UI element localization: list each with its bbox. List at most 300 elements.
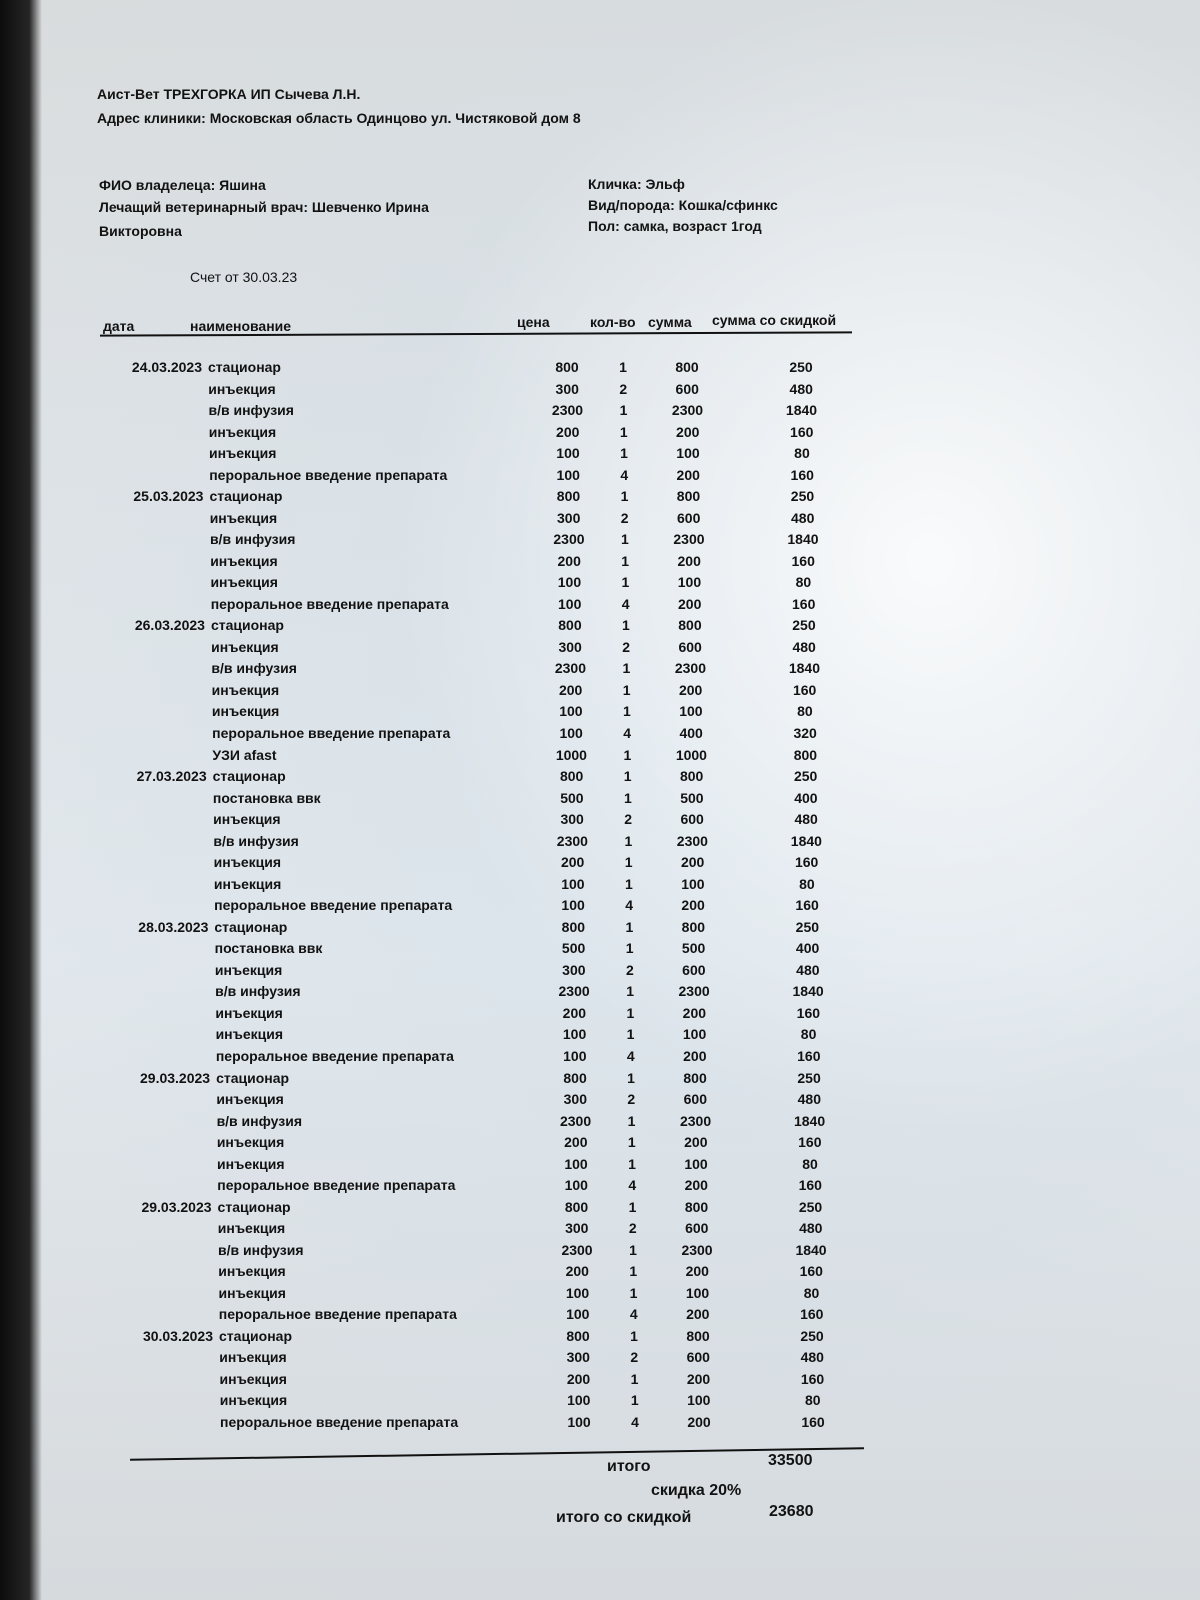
- table-row: [122, 876, 882, 897]
- row-price: 100: [565, 1284, 590, 1301]
- col-header-name: наименование: [190, 318, 292, 334]
- row-service-name: стационар: [216, 1069, 290, 1086]
- row-discount-sum: 250: [800, 1327, 824, 1344]
- row-price: 100: [558, 595, 582, 612]
- row-quantity: 1: [622, 617, 630, 634]
- row-discount-sum: 250: [792, 617, 816, 634]
- row-sum: 2300: [679, 1112, 712, 1129]
- pet-sex-age: Пол: самка, возраст 1год: [588, 218, 762, 234]
- row-sum: 2300: [674, 660, 706, 677]
- row-price: 2300: [561, 1241, 593, 1258]
- row-service-name: инъекция: [216, 1091, 284, 1108]
- table-row: [121, 790, 881, 811]
- row-sum: 800: [675, 359, 699, 375]
- row-price: 100: [559, 725, 583, 742]
- row-sum: 800: [678, 617, 702, 634]
- table-row: [116, 402, 876, 423]
- row-service-name: стационар: [208, 359, 281, 375]
- row-quantity: 4: [629, 1306, 638, 1323]
- row-price: 100: [562, 1026, 587, 1043]
- totals-rule: [130, 1447, 864, 1461]
- row-discount-sum: 160: [801, 1414, 825, 1430]
- row-price: 800: [556, 488, 581, 505]
- table-row: [118, 574, 878, 595]
- row-quantity: 1: [620, 488, 629, 505]
- row-discount-sum: 400: [794, 789, 818, 806]
- row-discount-sum: 80: [802, 1155, 818, 1172]
- row-quantity: 4: [621, 595, 630, 612]
- row-quantity: 1: [623, 789, 632, 806]
- row-discount-sum: 480: [792, 638, 816, 655]
- row-service-name: инъекция: [211, 638, 279, 655]
- row-sum: 600: [677, 509, 701, 526]
- row-quantity: 1: [619, 423, 628, 440]
- row-sum: 100: [685, 1284, 710, 1301]
- row-quantity: 2: [622, 638, 631, 655]
- table-row: [124, 1070, 884, 1091]
- page-edge-shadow: [0, 0, 42, 1600]
- row-discount-sum: 480: [799, 1220, 823, 1237]
- row-service-name: в/в инфузия: [211, 660, 297, 677]
- row-quantity: 1: [626, 1004, 635, 1021]
- row-service-name: пероральное введение препарата: [210, 595, 449, 612]
- table-row: [128, 1392, 888, 1413]
- row-quantity: 1: [623, 703, 631, 720]
- row-service-name: стационар: [219, 1327, 293, 1344]
- row-discount-sum: 160: [800, 1370, 825, 1387]
- row-service-name: в/в инфузия: [209, 531, 296, 548]
- row-sum: 2300: [673, 531, 705, 548]
- table-row: [117, 488, 877, 509]
- row-discount-sum: 160: [797, 1047, 821, 1064]
- row-price: 200: [558, 681, 583, 698]
- row-price: 100: [567, 1414, 591, 1430]
- row-quantity: 1: [621, 531, 629, 548]
- row-quantity: 1: [624, 875, 633, 892]
- row-quantity: 4: [620, 466, 629, 483]
- row-quantity: 1: [624, 832, 633, 849]
- row-date: 26.03.2023: [134, 617, 205, 634]
- row-date: 29.03.2023: [140, 1069, 211, 1086]
- table-row: [118, 531, 878, 552]
- row-discount-sum: 160: [790, 466, 814, 483]
- row-quantity: 2: [625, 961, 634, 978]
- row-service-name: инъекция: [209, 509, 278, 526]
- row-service-name: инъекция: [214, 961, 283, 978]
- row-service-name: инъекция: [211, 703, 280, 720]
- row-price: 800: [555, 359, 579, 375]
- row-price: 300: [557, 509, 581, 526]
- row-sum: 800: [676, 488, 701, 505]
- row-discount-sum: 1840: [793, 1112, 826, 1129]
- col-header-date: дата: [103, 318, 135, 334]
- row-service-name: инъекция: [219, 1349, 287, 1366]
- table-row: [128, 1414, 888, 1435]
- row-service-name: стационар: [217, 1198, 291, 1215]
- total-discount-value: 23680: [769, 1503, 814, 1520]
- col-header-qty: кол-во: [590, 314, 636, 330]
- row-sum: 400: [679, 725, 703, 742]
- row-service-name: стационар: [209, 488, 283, 505]
- row-discount-sum: 1840: [792, 983, 824, 1000]
- row-discount-sum: 80: [799, 875, 815, 892]
- row-service-name: инъекция: [213, 875, 282, 892]
- row-quantity: 1: [630, 1370, 639, 1387]
- table-row: [120, 725, 880, 746]
- row-discount-sum: 80: [794, 445, 810, 462]
- row-price: 300: [562, 961, 586, 978]
- row-price: 300: [555, 380, 579, 397]
- row-price: 100: [556, 445, 580, 462]
- row-sum: 600: [683, 1091, 707, 1108]
- table-row: [121, 811, 881, 832]
- table-row: [126, 1199, 886, 1220]
- table-row: [123, 962, 883, 983]
- table-row: [123, 983, 883, 1004]
- table-row: [127, 1328, 887, 1349]
- row-sum: 100: [679, 703, 703, 720]
- row-sum: 200: [677, 552, 701, 569]
- row-discount-sum: 1840: [788, 660, 820, 677]
- row-service-name: инъекция: [219, 1370, 287, 1387]
- table-row: [125, 1177, 885, 1198]
- row-sum: 200: [684, 1177, 708, 1194]
- row-sum: 2300: [681, 1241, 713, 1258]
- row-sum: 2300: [676, 832, 708, 849]
- row-quantity: 4: [623, 725, 632, 742]
- row-discount-sum: 1840: [795, 1241, 827, 1258]
- col-header-price: цена: [517, 314, 550, 330]
- row-discount-sum: 160: [800, 1306, 824, 1323]
- row-quantity: 1: [629, 1263, 638, 1280]
- table-row: [119, 660, 879, 681]
- row-discount-sum: 80: [797, 703, 813, 720]
- row-service-name: пероральное введение препарата: [212, 725, 451, 742]
- discount-label: скидка 20%: [651, 1482, 742, 1499]
- row-discount-sum: 160: [794, 854, 819, 871]
- row-discount-sum: 250: [789, 359, 813, 375]
- row-discount-sum: 160: [792, 681, 817, 698]
- row-sum: 200: [680, 854, 705, 871]
- row-discount-sum: 800: [793, 746, 818, 763]
- row-quantity: 2: [620, 509, 629, 526]
- row-sum: 100: [687, 1392, 711, 1409]
- row-price: 2300: [556, 832, 588, 849]
- row-service-name: инъекция: [210, 574, 278, 591]
- row-discount-sum: 250: [795, 918, 820, 935]
- table-row: [117, 445, 877, 466]
- row-quantity: 2: [628, 1220, 637, 1237]
- table-row: [122, 897, 882, 918]
- row-sum: 100: [677, 574, 702, 591]
- table-row: [124, 1091, 884, 1112]
- row-price: 300: [566, 1349, 590, 1366]
- row-sum: 200: [682, 1004, 707, 1021]
- row-sum: 200: [681, 897, 705, 914]
- row-sum: 600: [682, 961, 706, 978]
- row-quantity: 1: [629, 1284, 638, 1301]
- row-price: 800: [564, 1198, 589, 1215]
- table-row: [124, 1026, 884, 1047]
- table-row: [126, 1242, 886, 1263]
- row-service-name: стационар: [212, 768, 286, 785]
- row-discount-sum: 480: [794, 811, 818, 828]
- row-service-name: в/в инфузия: [213, 832, 299, 849]
- row-service-name: в/в инфузия: [208, 402, 294, 419]
- row-quantity: 1: [630, 1327, 638, 1344]
- row-quantity: 4: [626, 1047, 635, 1064]
- row-price: 100: [564, 1177, 588, 1194]
- row-discount-sum: 480: [800, 1349, 824, 1366]
- row-price: 300: [558, 638, 582, 655]
- row-quantity: 2: [624, 811, 633, 828]
- total-label: итого: [607, 1458, 651, 1475]
- row-service-name: инъекция: [211, 681, 280, 698]
- row-quantity: 1: [623, 768, 632, 785]
- table-row: [116, 359, 876, 380]
- row-sum: 2300: [671, 402, 704, 419]
- row-discount-sum: 480: [791, 509, 815, 526]
- row-price: 800: [559, 768, 584, 785]
- row-sum: 600: [675, 380, 699, 397]
- row-discount-sum: 80: [795, 574, 812, 591]
- table-row: [123, 1005, 883, 1026]
- row-price: 500: [560, 789, 584, 806]
- row-sum: 200: [686, 1370, 711, 1387]
- row-price: 200: [560, 854, 585, 871]
- table-row: [125, 1113, 885, 1134]
- row-service-name: инъекция: [219, 1392, 288, 1409]
- row-discount-sum: 1840: [787, 531, 819, 548]
- row-quantity: 1: [622, 660, 631, 677]
- table-row: [120, 703, 880, 724]
- row-price: 500: [561, 940, 586, 957]
- row-service-name: в/в инфузия: [215, 983, 301, 1000]
- total-discount-label: итого со скидкой: [556, 1509, 692, 1526]
- row-discount-sum: 400: [795, 940, 820, 957]
- row-price: 100: [561, 875, 585, 892]
- row-quantity: 4: [628, 1177, 637, 1194]
- row-quantity: 2: [619, 380, 628, 397]
- row-price: 800: [566, 1327, 590, 1344]
- row-quantity: 1: [627, 1112, 636, 1129]
- row-date: 28.03.2023: [138, 918, 209, 935]
- row-price: 100: [563, 1047, 587, 1064]
- row-service-name: инъекция: [208, 423, 277, 440]
- row-price: 300: [565, 1220, 589, 1237]
- pet-name: Кличка: Эльф: [588, 176, 685, 192]
- table-row: [122, 854, 882, 875]
- table-row: [126, 1263, 886, 1284]
- row-price: 100: [557, 574, 582, 591]
- row-service-name: в/в инфузия: [218, 1241, 304, 1258]
- table-row: [124, 1048, 884, 1069]
- table-row: [125, 1134, 885, 1155]
- row-quantity: 2: [630, 1349, 639, 1366]
- row-price: 100: [556, 466, 580, 483]
- row-discount-sum: 250: [793, 768, 818, 785]
- row-sum: 200: [684, 1134, 708, 1151]
- table-row: [119, 596, 879, 617]
- row-price: 200: [564, 1134, 588, 1151]
- row-price: 100: [564, 1155, 588, 1172]
- table-row: [117, 424, 877, 445]
- row-date: 30.03.2023: [142, 1327, 214, 1344]
- row-sum: 2300: [678, 983, 710, 1000]
- row-discount-sum: 250: [790, 488, 815, 505]
- row-discount-sum: 250: [798, 1198, 823, 1215]
- row-date: 25.03.2023: [133, 488, 204, 505]
- table-row: [116, 381, 876, 402]
- table-row: [122, 919, 882, 940]
- row-service-name: пероральное введение препарата: [218, 1306, 457, 1323]
- row-service-name: пероральное введение препарата: [220, 1414, 459, 1430]
- row-sum: 200: [676, 423, 700, 440]
- row-service-name: постановка ввк: [214, 940, 323, 957]
- row-service-name: инъекция: [213, 811, 281, 828]
- row-sum: 200: [686, 1306, 710, 1323]
- row-sum: 600: [686, 1349, 710, 1366]
- row-price: 2300: [553, 531, 585, 548]
- row-quantity: 1: [619, 402, 628, 419]
- row-sum: 800: [679, 768, 704, 785]
- row-discount-sum: 250: [797, 1069, 821, 1086]
- row-service-name: инъекция: [213, 854, 282, 871]
- row-sum: 500: [680, 789, 704, 806]
- row-service-name: пероральное введение препарата: [209, 466, 448, 483]
- row-date: 29.03.2023: [141, 1198, 212, 1215]
- row-sum: 200: [687, 1414, 711, 1430]
- row-sum: 200: [678, 681, 703, 698]
- row-discount-sum: 80: [803, 1284, 820, 1301]
- row-discount-sum: 160: [798, 1177, 822, 1194]
- row-service-name: пероральное введение препарата: [217, 1177, 456, 1194]
- clinic-name: Аист-Вет ТРЕХГОРКА ИП Сычева Л.Н.: [97, 86, 361, 102]
- row-price: 200: [565, 1263, 589, 1280]
- doctor-name-line1: Лечащий ветеринарный врач: Шевченко Ирина: [99, 199, 429, 215]
- row-quantity: 1: [625, 918, 634, 935]
- row-quantity: 1: [630, 1392, 639, 1409]
- col-header-sum: сумма: [648, 314, 692, 330]
- row-sum: 200: [685, 1263, 709, 1280]
- row-discount-sum: 480: [797, 1091, 821, 1108]
- row-sum: 200: [683, 1047, 707, 1064]
- table-row: [127, 1285, 887, 1306]
- row-sum: 100: [684, 1155, 708, 1172]
- row-price: 2300: [554, 660, 586, 677]
- row-service-name: пероральное введение препарата: [214, 897, 453, 914]
- row-quantity: 1: [619, 359, 627, 375]
- table-row: [120, 747, 880, 768]
- row-sum: 1000: [675, 746, 707, 763]
- row-date: 24.03.2023: [131, 359, 202, 375]
- row-service-name: пероральное введение препарата: [215, 1047, 454, 1064]
- row-service-name: стационар: [210, 617, 284, 634]
- row-service-name: инъекция: [208, 380, 276, 397]
- row-discount-sum: 160: [792, 595, 816, 612]
- row-service-name: инъекция: [210, 552, 278, 569]
- row-price: 800: [561, 918, 586, 935]
- table-row: [121, 768, 881, 789]
- row-discount-sum: 160: [791, 552, 815, 569]
- row-price: 2300: [551, 402, 584, 419]
- row-quantity: 1: [627, 1069, 635, 1086]
- row-quantity: 1: [626, 983, 634, 1000]
- row-service-name: инъекция: [217, 1155, 285, 1172]
- owner-name: ФИО владелеца: Яшина: [99, 177, 266, 193]
- row-quantity: 1: [621, 552, 630, 569]
- row-discount-sum: 1840: [785, 402, 818, 419]
- row-service-name: в/в инфузия: [216, 1112, 303, 1129]
- row-discount-sum: 480: [789, 380, 813, 397]
- row-price: 300: [560, 811, 584, 828]
- table-row: [127, 1349, 887, 1370]
- row-discount-sum: 480: [796, 961, 820, 978]
- table-row: [119, 639, 879, 660]
- row-sum: 800: [683, 1069, 707, 1086]
- row-quantity: 1: [626, 1026, 635, 1043]
- row-price: 200: [557, 552, 581, 569]
- row-service-name: стационар: [214, 918, 288, 935]
- row-quantity: 4: [625, 897, 633, 914]
- row-price: 100: [567, 1392, 591, 1409]
- row-quantity: 1: [623, 746, 632, 763]
- table-row: [118, 553, 878, 574]
- row-price: 200: [556, 423, 580, 440]
- row-price: 800: [563, 1069, 587, 1086]
- row-price: 100: [561, 897, 585, 914]
- row-service-name: инъекция: [218, 1284, 286, 1301]
- row-quantity: 1: [627, 1134, 636, 1151]
- row-service-name: инъекция: [218, 1263, 286, 1280]
- row-sum: 600: [685, 1220, 709, 1237]
- row-service-name: инъекция: [215, 1026, 284, 1043]
- row-service-name: инъекция: [215, 1004, 283, 1021]
- row-quantity: 1: [624, 854, 633, 871]
- row-quantity: 1: [621, 574, 630, 591]
- total-value: 33500: [768, 1452, 813, 1469]
- row-service-name: инъекция: [208, 445, 277, 462]
- row-quantity: 1: [622, 681, 631, 698]
- row-price: 200: [566, 1370, 591, 1387]
- row-price: 100: [566, 1306, 590, 1323]
- row-price: 300: [563, 1091, 587, 1108]
- table-row: [128, 1371, 888, 1392]
- row-discount-sum: 160: [795, 897, 819, 914]
- doctor-name-line2: Викторовна: [99, 223, 182, 239]
- table-row: [125, 1156, 885, 1177]
- row-sum: 800: [681, 918, 706, 935]
- row-quantity: 1: [628, 1198, 637, 1215]
- row-quantity: 1: [628, 1155, 636, 1172]
- row-discount-sum: 1840: [790, 832, 822, 849]
- row-sum: 200: [678, 595, 702, 612]
- row-discount-sum: 320: [793, 725, 817, 742]
- col-header-discount-sum: сумма со скидкой: [712, 312, 837, 328]
- pet-breed: Вид/порода: Кошка/сфинкс: [588, 197, 778, 213]
- row-sum: 600: [680, 811, 704, 828]
- row-quantity: 2: [627, 1091, 636, 1108]
- table-row: [117, 467, 877, 488]
- row-discount-sum: 160: [798, 1134, 822, 1151]
- table-row: [121, 833, 881, 854]
- table-row: [126, 1220, 886, 1241]
- row-date: 27.03.2023: [136, 768, 207, 785]
- row-service-name: инъекция: [216, 1134, 285, 1151]
- table-row: [120, 682, 880, 703]
- row-service-name: УЗИ afast: [212, 746, 277, 763]
- table-row: [118, 510, 878, 531]
